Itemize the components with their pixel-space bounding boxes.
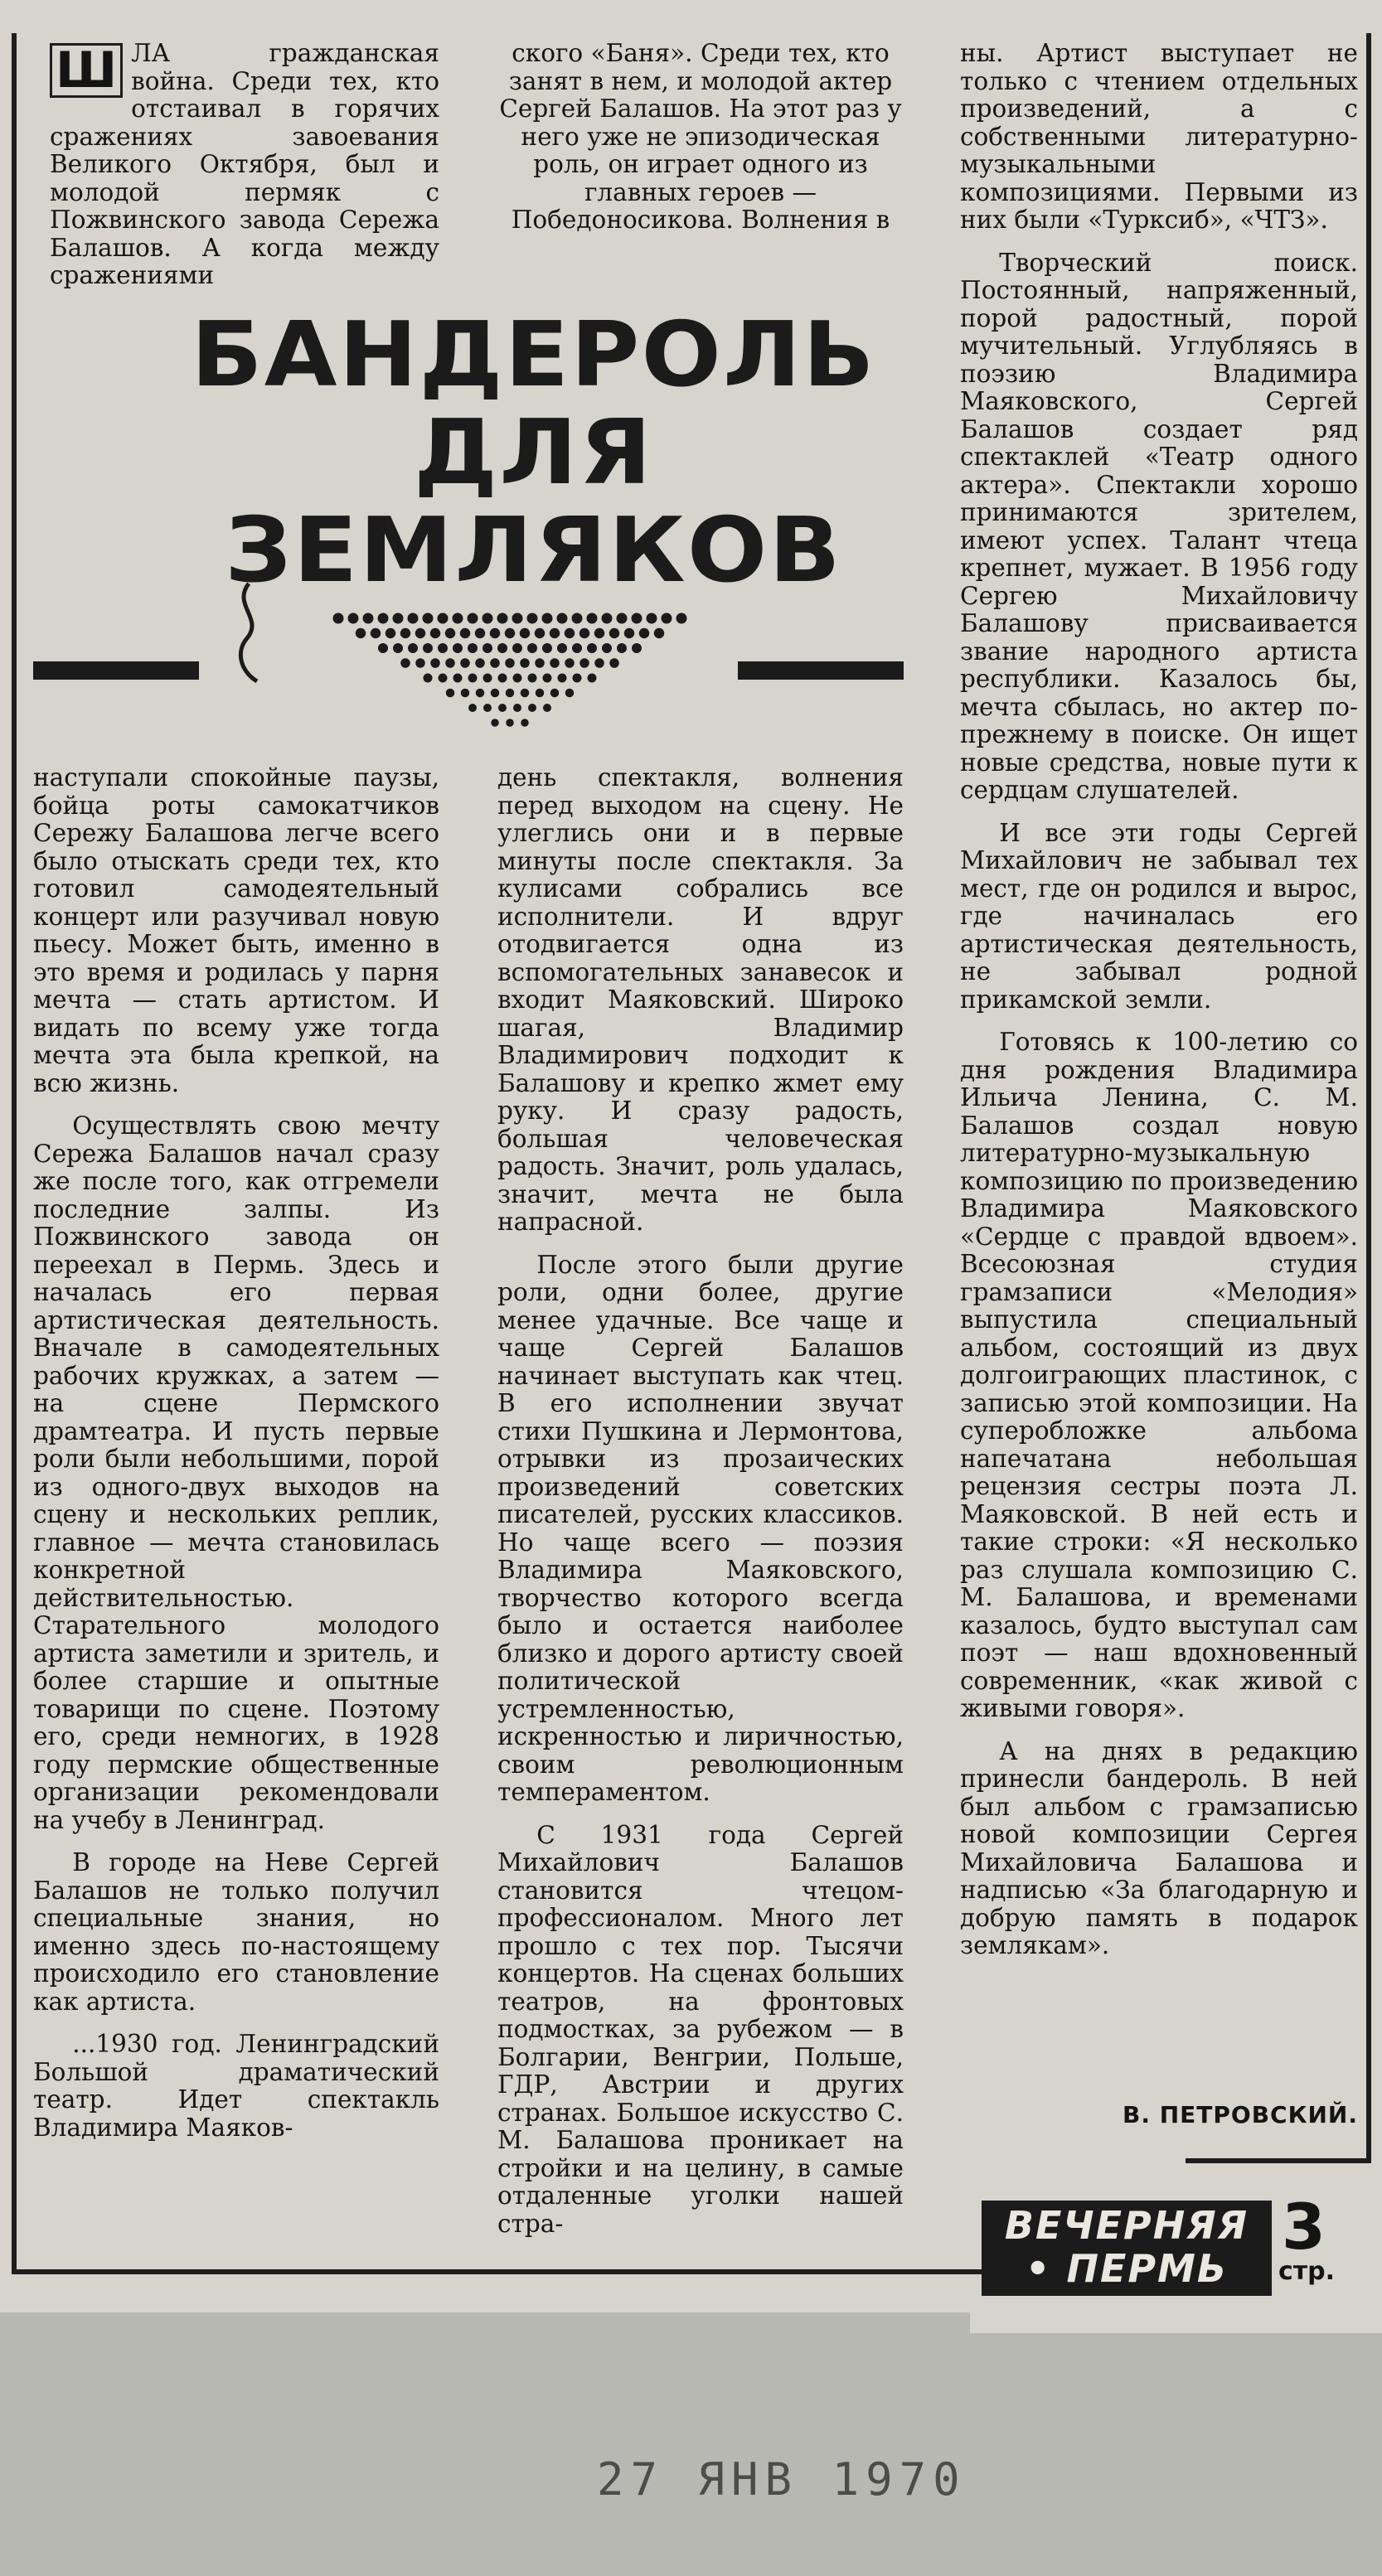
body-column-2 (497, 764, 904, 2238)
headline-line-1: БАНДЕРОЛЬ (191, 303, 876, 407)
border-right (1366, 33, 1371, 2163)
ornament-dot (588, 674, 597, 683)
ornament-dot (483, 704, 492, 712)
ornament-dot (363, 613, 374, 624)
ornament-dot (446, 689, 455, 698)
ornament-dot (647, 613, 657, 624)
ornament-dot (520, 658, 530, 668)
ornament-dot (482, 613, 493, 624)
author-signature: В. ПЕТРОВСКИЙ. (1123, 2101, 1358, 2128)
ornament-dot (542, 613, 553, 624)
ornament-dot (521, 719, 529, 727)
ornament-dot (617, 613, 628, 624)
ornament-dot (460, 628, 471, 639)
ornament-dot (498, 674, 507, 683)
ornament-dot (594, 628, 605, 639)
ornament-dot (400, 628, 411, 639)
ornament-dot (579, 658, 589, 668)
body-column-3 (960, 40, 1358, 1960)
quill-swirl-icon (224, 580, 274, 688)
ornament-dot (535, 658, 545, 668)
ornament-dot (512, 643, 522, 653)
masthead-logo (982, 2201, 1272, 2296)
page-number: 3 (1282, 2190, 1326, 2264)
ornament-dot (587, 643, 597, 653)
ornament-dot (483, 674, 492, 683)
ornament-dot (439, 674, 448, 683)
ornament-dot (468, 674, 478, 683)
intro-paragraph: ЛА гражданская война. Среди тех, кто отстаивал в горячих сражениях завоевания Великого Октября, был и молодой пермяк с Пожвинского завода Сережа Балашов. А когда между сражениями (50, 39, 439, 289)
ornament-dot (624, 628, 635, 639)
body-paragraph: день спектакля, волнения перед выходом на сцену. Не улеглись они и в первые минуты после спектакля. За кулисами собрались все исполнители. И вдруг отодвигается одна из вспомогательных занавесок и входит Маяковский. Широко шагая, Владимир Владимирович подходит к Балашову и крепко жмет ему руку. И сразу радость, большая человеческая радость. Значит, роль удалась, значит, мечта не была напрасной. (497, 763, 904, 1236)
ornament-dot (445, 628, 456, 639)
ornament-dot (557, 643, 567, 653)
ornament-dot (527, 613, 538, 624)
ornament-dot (430, 628, 441, 639)
ornament-dot (565, 628, 575, 639)
decorative-rule-right (738, 661, 904, 680)
ornament-dot (430, 658, 440, 668)
masthead-line-1: ВЕЧЕРНЯЯ (1004, 2203, 1249, 2248)
ornament-dot (423, 643, 433, 653)
ornament-dot (550, 658, 560, 668)
ornament-dot (505, 658, 515, 668)
ornament-dot (579, 628, 590, 639)
ornament-dot (587, 613, 598, 624)
ornament-dot (491, 719, 499, 727)
ornament-dot (445, 658, 455, 668)
ornament-dot (468, 613, 478, 624)
ornament-dot (602, 613, 613, 624)
ornament-dot (378, 613, 389, 624)
ornament-dot (609, 628, 620, 639)
ornament-dot (676, 613, 687, 624)
ornament-dot (461, 689, 470, 698)
ornament-dot (550, 689, 560, 698)
intro-paragraph-2: ского «Баня». Среди тех, кто занят в нем, и молодой актер Сергей Балашов. На этот раз у него уже не эпизодическая роль, он играет одного из главных героев — Победоносикова. Волнения в (499, 39, 902, 234)
ornament-dot (415, 628, 426, 639)
border-left (12, 33, 17, 2271)
ornament-dot (609, 658, 619, 668)
body-paragraph: ...1930 год. Ленинградский Большой драматический театр. Идет спектакль Владимира Маяков- (33, 2030, 439, 2142)
ornament-dot (521, 689, 530, 698)
ornament-dot (333, 613, 344, 624)
body-paragraph: В городе на Неве Сергей Балашов не только получил специальные знания, но именно здесь по-настоящему происходило его становление как артиста. (33, 1848, 439, 2016)
ornament-dot (490, 628, 501, 639)
ornament-dot (356, 628, 366, 639)
ornament-dot (408, 613, 419, 624)
newspaper-masthead (982, 2190, 1338, 2300)
ornament-dot (594, 658, 604, 668)
ornament-dot (543, 674, 552, 683)
headline-line-2: ДЛЯ ЗЕМЛЯКОВ (225, 401, 842, 603)
ornament-dot (513, 674, 522, 683)
body-paragraph: После этого были другие роли, одни более, другие менее удачные. Все чаще и чаще Сергей Балашов начинает выступать как чтец. В его исполнении звучат стихи Пушкина и Лермонтова, отрывки из прозаических произведений советских писателей, русских классиков. Но чаще всего — поэзия Владимира Маяковского, творчество которого всегда было и остается наиболее близко и дорого артисту своей политической устремленностью, искренностью и лиричностью, своим революционным темпераментом. (497, 1250, 904, 1806)
ornament-dot (424, 674, 433, 683)
ornament-dot (542, 643, 552, 653)
ornament-dot (400, 658, 410, 668)
ornament-dot (438, 613, 449, 624)
ornament-dot (497, 643, 507, 653)
ornament-dot (490, 658, 500, 668)
ornament-dot (475, 658, 485, 668)
ornament-dot (468, 704, 477, 712)
page-label: стр. (1278, 2257, 1336, 2286)
ornament-dot (565, 658, 575, 668)
ornament-dot (453, 674, 463, 683)
intro-column (50, 40, 439, 290)
ornament-dot (550, 628, 560, 639)
body-paragraph: И все эти годы Сергей Михайлович не забывал тех мест, где он родился и вырос, где начиналась его артистическая деятельность, не забывал родной прикамской земли. (960, 818, 1358, 1014)
date-stamp: 27 ЯНВ 1970 (597, 2453, 967, 2506)
headline (124, 303, 943, 603)
ornament-dot (453, 643, 463, 653)
ornament-dot (558, 674, 567, 683)
ornament-dot (512, 613, 523, 624)
dotted-triangle-ornament (323, 612, 696, 753)
ornament-dot (475, 628, 486, 639)
ornament-dot (438, 643, 448, 653)
ornament-dot (482, 643, 492, 653)
ornament-dot (617, 643, 627, 653)
ornament-dot (543, 704, 551, 712)
ornament-dot (506, 689, 515, 698)
ornament-dot (371, 628, 381, 639)
ornament-dot (654, 628, 665, 639)
ornament-dot (476, 689, 485, 698)
ornament-dot (573, 674, 582, 683)
ornament-dot (505, 628, 516, 639)
ornament-dot (460, 658, 470, 668)
ornament-dot (423, 613, 434, 624)
ornament-dot (536, 689, 545, 698)
body-paragraph: ны. Артист выступает не только с чтением отдельных произведений, а с собственными литературно-музыкальными композициями. Первыми из них были «Турксиб», «ЧТЗ». (960, 39, 1358, 234)
ornament-dot (497, 613, 508, 624)
body-paragraph: Готовясь к 100-летию со дня рождения Владимира Ильича Ленина, С. М. Балашов создал новую литературно-музыкальную композицию по произведению Владимира Маяковского «Сердце с правдой вдвоем». Всесоюзная студия грамзаписи «Мелодия» выпустила специальный альбом, состоящий из двух долгоиграющих пластинок, с записью этой композиции. На суперобложке альбома напечатана небольшая рецензия сестры поэта Л. Маяковской. В ней есть и такие строки: «Я несколько раз слушала композицию С. М. Балашова, и временами казалось, будто выступал сам поэт — наш вдохновенный современник, «как живой с живыми говоря». (960, 1028, 1358, 1722)
ornament-dot (520, 628, 531, 639)
body-paragraph: С 1931 года Сергей Михайлович Балашов становится чтецом-профессионалом. Много лет прошло с тех пор. Тысячи концертов. На сценах больших театров, на фронтовых подмостках, за рубежом — в Болгарии, Венгрии, Польше, ГДР, Австрии и других странах. Большое искусство С. М. Балашова проникает на стройки и на целину, в самые отдаленные уголки нашей стра- (497, 1820, 904, 2238)
body-paragraph: наступали спокойные паузы, бойца роты самокатчиков Сережу Балашова легче всего было отыскать среди тех, кто готовил самодеятельный концерт или разучивал новую пьесу. Может быть, именно в это время и родилась у парня мечта — стать артистом. И видать по всему уже тогда мечта эта была крепкой, на всю жизнь. (33, 763, 439, 1097)
ornament-dot (602, 643, 612, 653)
ornament-dot (498, 704, 507, 712)
ornament-dot (408, 643, 418, 653)
body-paragraph: Осуществлять свою мечту Сережа Балашов начал сразу же после того, как отгремели последние залпы. Из Пожвинского завода он переехал в Пермь. Здесь и началась его первая артистическая деятельность. Вначале в самодеятельных рабочих кружках, а затем — на сцене Пермского драмтеатра. И пусть первые роли были небольшими, порой из одного-двух выходов на сцену и нескольких реплик, главное — мечта становилась конкретной действительностью. Старательного молодого артиста заметили и зритель, и более старшие и опытные товарищи по сцене. Поэтому его, среди немногих, в 1928 году пермские общественные организации рекомендовали на учебу в Ленинград. (33, 1111, 439, 1834)
body-paragraph: Творческий поиск. Постоянный, напряженный, порой радостный, порой мучительный. Углубляясь в поэзию Владимира Маяковского, Сергей Балашов создает ряд спектаклей «Театр одного актера». Спектакли хорошо принимаются зрителем, имеют успех. Талант чтеца крепнет, мужает. В 1956 году Сергею Михайловичу Балашову присваивается звание народного артиста республики. Казалось бы, мечта сбылась, но актер по-прежнему в поиске. Он ищет новые средства, новые пути к сердцам слушателей. (960, 248, 1358, 804)
ornament-dot (535, 628, 546, 639)
ornament-dot (491, 689, 500, 698)
masthead-line-2: • ПЕРМЬ (1026, 2246, 1228, 2291)
ornament-dot (393, 613, 404, 624)
body-paragraph: А на днях в редакцию принесли бандероль. В ней был альбом с грамзаписью новой композиции Сергея Михайловича Балашова и надписью «За благодарную и добрую память в подарок землякам». (960, 1736, 1358, 1959)
drop-cap: Ш (50, 43, 123, 98)
ornament-dot (565, 689, 575, 698)
decorative-rule-left (33, 661, 199, 680)
ornament-dot (632, 643, 642, 653)
ornament-dot (513, 704, 521, 712)
ornament-dot (527, 643, 537, 653)
body-column-1 (33, 764, 439, 2142)
ornament-dot (662, 613, 672, 624)
ornament-dot (639, 628, 650, 639)
ornament-dot (528, 674, 537, 683)
intro-column-2 (497, 40, 904, 235)
ornament-dot (468, 643, 478, 653)
ornament-dot (572, 613, 583, 624)
ornament-dot (386, 628, 396, 639)
ornament-dot (348, 613, 359, 624)
ornament-dot (528, 704, 536, 712)
ornament-dot (557, 613, 568, 624)
ornament-dot (632, 613, 643, 624)
ornament-dot (378, 643, 388, 653)
ornament-dot (506, 719, 514, 727)
ornament-dot (415, 658, 425, 668)
border-corner (1186, 2158, 1371, 2163)
ornament-dot (453, 613, 463, 624)
border-bottom (12, 2269, 990, 2274)
ornament-dot (393, 643, 403, 653)
ornament-dot (572, 643, 582, 653)
